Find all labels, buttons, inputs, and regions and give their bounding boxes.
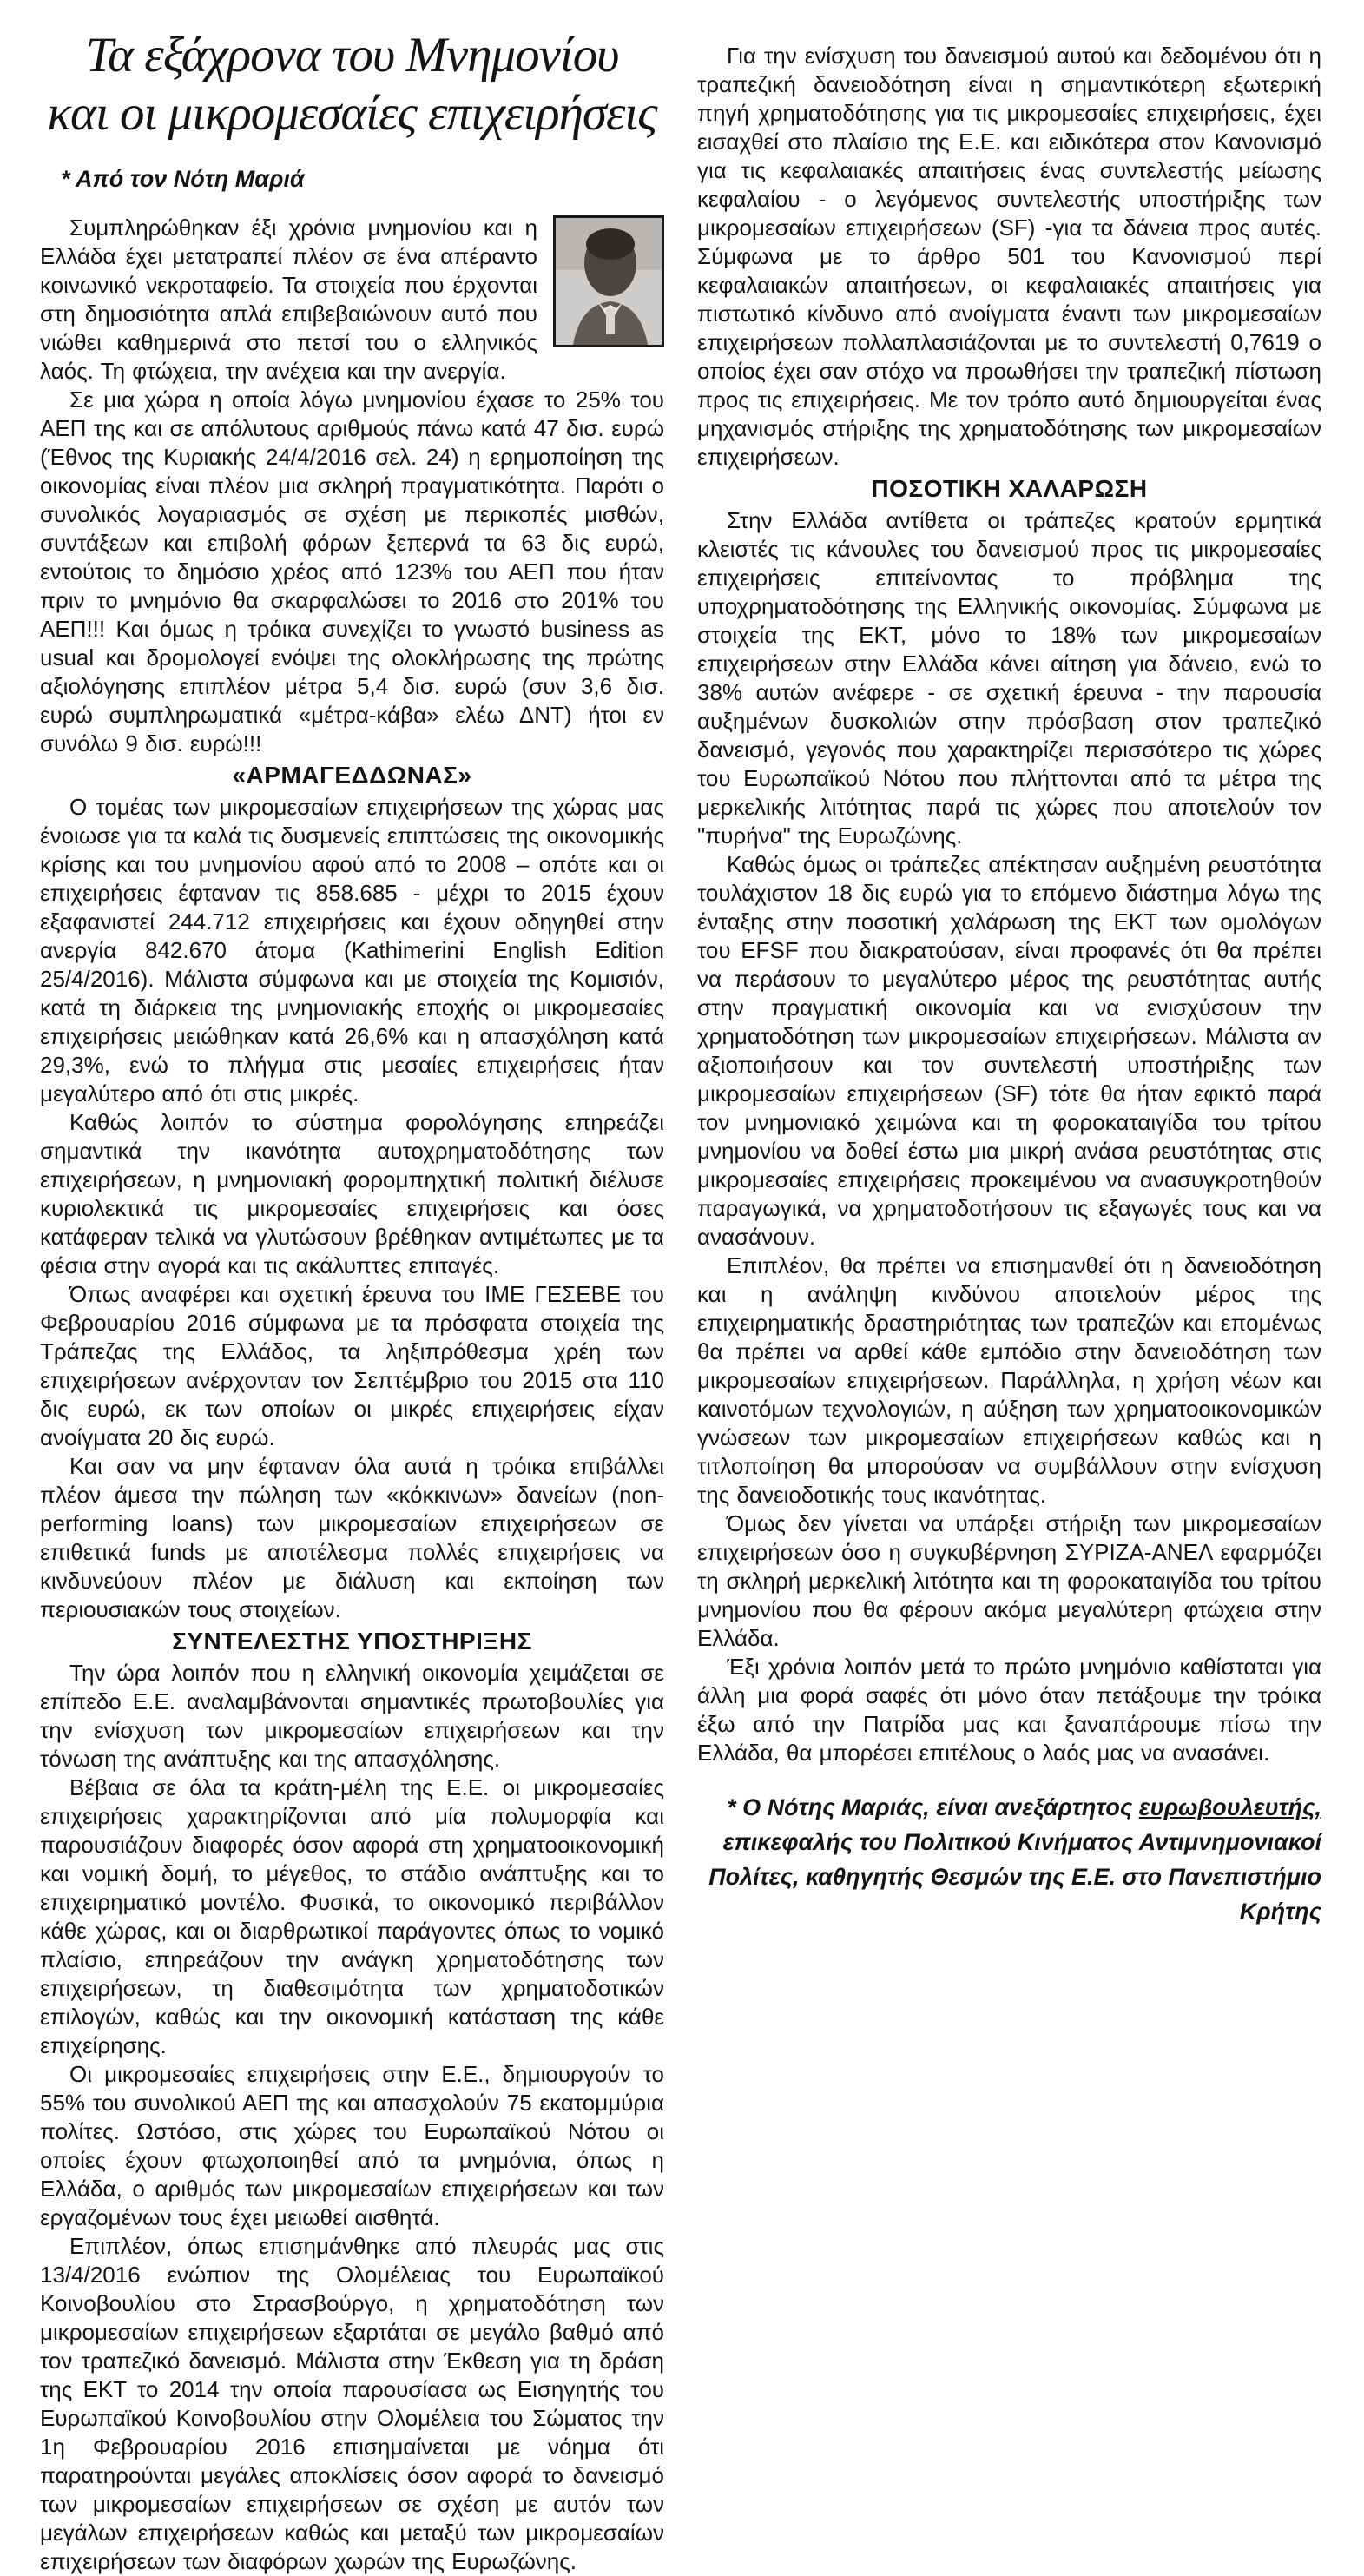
paragraph: Καθώς λοιπόν το σύστημα φορολόγησης επηρεάζει σημαντικά την ικανότητα αυτοχρηματοδότησης των επιχειρήσεων, η μνημονιακή φορομπηχτική πολιτική διέλυσε κυριολεκτικά τις μικρομεσαίες επιχειρήσεις και όσες κατάφεραν τελικά να γλυτώσουν βρέθηκαν αντιμέτωπες με τα φέσια στην αγορά και τις ακάλυπτες επιταγές. (40, 1108, 664, 1278)
left-column-body (40, 214, 664, 2576)
paragraph: Συμπληρώθηκαν έξι χρόνια μνημονίου και η Ελλάδα έχει μετατραπεί πλέον σε ένα απέραντο κοινωνικό νεκροταφείο. Τα στοιχεία που έρχονται στη δημοσιότητα απλά επιβεβαιώνουν αυτό που νιώθει καθημερινά στο πετσί του ο ελληνικός λαός. Τη φτώχεια, την ανέχεια και την ανεργία. (40, 214, 537, 384)
signature-line-1-underlined: ευρωβουλευτής, (1138, 1794, 1321, 1820)
paragraph: Έξι χρόνια λοιπόν μετά το πρώτο μνημόνιο καθίσταται για άλλη μια φορά σαφές ότι μόνο όταν πετάξουμε την τρόικα έξω από την Πατρίδα μας και ξαναπάρουμε πίσω την Ελλάδα, θα μπορέσει επιτέλους ο λαός μας να ανασάνει. (697, 1654, 1321, 1766)
paragraph: Στην Ελλάδα αντίθετα οι τράπεζες κρατούν ερμητικά κλειστές τις κάνουλες του δανεισμού προς τις μικρομεσαίες επιχειρήσεις επιτείνοντας το πρόβλημα της υποχρηματοδότησης της Ελληνικής οικονομίας. Σύμφωνα με στοιχεία της ΕΚΤ, μόνο το 18% των μικρομεσαίων επιχειρήσεων στην Ελλάδα κάνει αίτηση για δάνειο, ενώ το 38% αυτών ανέφερε - σε σχετική έρευνα - την παρουσία αυξημένων δυσκολιών στην πρόσβαση στον τραπεζικό δανεισμό, γεγονός που χαρακτηρίζει περισσότερο τις χώρες του Ευρωπαϊκού Νότου που πλήττονται από τα μέτρα της μερκελικής λιτότητας παρά τις χώρες που αποτελούν τον "πυρήνα" της Ευρωζώνης. (697, 507, 1321, 849)
left-column (40, 23, 664, 2576)
signature-line-1 (697, 1790, 1321, 1825)
paragraph: Βέβαια σε όλα τα κράτη-μέλη της Ε.Ε. οι μικρομεσαίες επιχειρήσεις χαρακτηρίζονται από μία πολυμορφία και παρουσιάζουν διαφορές όσον αφορά στη χρηματοοικονομική και νομική δομή, το μέγεθος, το στάδιο ανάπτυξης και το επιχειρηματικό μοντέλο. Φυσικά, το οικονομικό περιβάλλον κάθε χώρας, και οι διαρθρωτικοί παράγοντες όπως το νομικό πλαίσιο, επηρεάζουν την ανάγκη χρηματοδότησης των επιχειρήσεων, τη διαθεσιμότητα των χρηματοδοτικών επιλογών, καθώς και την οικονομική κατάσταση της κάθε επιχείρησης. (40, 1773, 664, 2058)
paragraph: Οι μικρομεσαίες επιχειρήσεις στην Ε.Ε., δημιουργούν το 55% του συνολικού ΑΕΠ της και απασχολούν 75 εκατομμύρια πολίτες. Ωστόσο, στις χώρες του Ευρωπαϊκού Νότου οι οποίες έχουν φτωχοποιηθεί από τα μνημόνια, όπως η Ελλάδα, ο αριθμός των μικρομεσαίων επιχειρήσεων και των εργαζομένων τους έχει μειωθεί αισθητά. (40, 2060, 664, 2230)
paragraph: Για την ενίσχυση του δανεισμού αυτού και δεδομένου ότι η τραπεζική δανειοδότηση είναι η σημαντικότερη εξωτερική πηγή χρηματοδότησης για τις μικρομεσαίες επιχειρήσεις, έχει εισαχθεί στο πλαίσιο της Ε.Ε. και ειδικότερα στον Κανονισμό για τις κεφαλαιακές απαιτήσεις ένας συντελεστής μείωσης κεφαλαίου - ο λεγόμενος συντελεστής υποστήριξης των μικρομεσαίων επιχειρήσεων (SF) -για τα δάνεια προς αυτές. Σύμφωνα με το άρθρο 501 του Κανονισμού περί κεφαλαιακών απαιτήσεων, οι κεφαλαιακές απαιτήσεις για πιστωτικό κίνδυνο από ανοίγματα έναντι των μικρομεσαίων επιχειρήσεων πολλαπλασιάζονται με το συντελεστή 0,7619 ο οποίος έχει σαν στόχο να προωθήσει την τραπεζική πίστωση προς τις επιχειρήσεις. Με τον τρόπο αυτό δημιουργείται ένας μηχανισμός στήριξης της χρηματοδότησης των μικρομεσαίων επιχειρήσεων. (697, 43, 1321, 470)
article-title-line1: Τα εξάχρονα του Μνημονίου (85, 28, 619, 83)
signature-line-1-prefix: * Ο Νότης Μαριάς, είναι ανεξάρτητος (727, 1794, 1139, 1820)
right-column-body (697, 23, 1321, 1929)
subheading-armageddon: «ΑΡΜΑΓΕΔΔΩΝΑΣ» (232, 761, 472, 789)
paragraph: Επιπλέον, όπως επισημάνθηκε από πλευράς μας στις 13/4/2016 ενώπιον της Ολομέλειας του Ευρωπαϊκού Κοινοβουλίου στο Στρασβούργο, η χρηματοδότηση των μικρομεσαίων επιχειρήσεων εξαρτάται σε μεγάλο βαθμό από τον τραπεζικό δανεισμό. Μάλιστα στην Έκθεση για τη δράση της ΕΚΤ το 2014 την οποία παρουσίασα ως Εισηγητής του Ευρωπαϊκού Κοινοβουλίου στην Ολομέλεια του Σώματος την 1η Φεβρουαρίου 2016 επισημαίνεται με νόημα ότι παρατηρούνται μεγάλες αποκλίσεις όσον αφορά το δανεισμό των μικρομεσαίων επιχειρήσεων σε σχέση με αυτόν των μεγάλων επιχειρήσεων καθώς και μεταξύ των μικρομεσαίων επιχειρήσεων των διαφόρων χωρών της Ευρωζώνης. (40, 2232, 664, 2574)
author-signature (697, 1790, 1321, 1929)
paragraph: Καθώς όμως οι τράπεζες απέκτησαν αυξημένη ρευστότητα τουλάχιστον 18 δις ευρώ για το επόμενο διάστημα λόγω της ένταξης στην ποσοτική χαλάρωση της ΕΚΤ των ομολόγων του EFSF που διακρατούσαν, είναι προφανές ότι θα πρέπει να περάσουν το μεγαλύτερο μέρος της ρευστότητας αυτής στην πραγματική οικονομία και να ενισχύσουν την χρηματοδότηση των μικρομεσαίων επιχειρήσεων. Μάλιστα αν αξιοποιήσουν και τον συντελεστή υποστήριξης των μικρομεσαίων επιχειρήσεων (SF) τότε θα ήταν εφικτό παρά τον μνημονιακό χειμώνα και τη φοροκαταιγίδα του τρίτου μνημονίου να δοθεί έστω μια μικρή ανάσα ρευστότητας στις μικρομεσαίες επιχειρήσεις προκειμένου να ανασυγκροτηθούν παραγωγικά, να χρηματοδοτήσουν τις εξαγωγές τους και να ανασάνουν. (697, 851, 1321, 1250)
signature-line-2: επικεφαλής του Πολιτικού Κινήματος Αντιμνημονιακοί (722, 1829, 1321, 1855)
article-title (40, 26, 664, 143)
paragraph: Και σαν να μην έφταναν όλα αυτά η τρόικα επιβάλλει πλέον άμεσα την πώληση των «κόκκινων» δανείων (non-performing loans) των μικρομεσαίων επιχειρήσεων σε επιθετικά funds με αποτέλεσμα πολλές επιχειρήσεις να κινδυνεύουν πλέον με διάλυση και εκποίηση των περιουσιακών τους στοιχείων. (40, 1452, 664, 1622)
subheading-quantitative-easing: ΠΟΣΟΤΙΚΗ ΧΑΛΑΡΩΣΗ (871, 475, 1148, 502)
paragraph: Σε μια χώρα η οποία λόγω μνημονίου έχασε το 25% του ΑΕΠ της και σε απόλυτους αριθμούς πάνω κατά 47 δισ. ευρώ (Έθνος της Κυριακής 24/4/2016 σελ. 24) η ερημοποίηση της οικονομίας είναι πλέον μια σκληρή πραγματικότητα. Παρότι ο συνολικός λογαριασμός σε σχέση με περικοπές μισθών, συντάξεων και επιβολή φόρων ξεπερνά τα 63 δις ευρώ, εντούτοις το δημόσιο χρέος από 123% του ΑΕΠ που ήταν πριν το μνημόνιο θα σκαρφαλώσει το 2016 στο 201% του ΑΕΠ!!! Και όμως η τρόικα συνεχίζει το γνωστό business as usual και δρομολογεί ενόψει της ολοκλήρωσης της πρώτης αξιολόγησης επιπλέον μέτρα 5,4 δισ. ευρώ (συν 3,6 δισ. ευρώ συμπληρωματικά «μέτρα-κάβα» ελέω ΔΝΤ) ήτοι εν συνόλω 9 δισ. ευρώ!!! (40, 386, 664, 756)
right-column (697, 23, 1321, 1929)
author-photo-graphic (556, 218, 662, 345)
article-title-line2: και οι μικρομεσαίες επιχειρήσεις (47, 86, 657, 142)
paragraph: Επιπλέον, θα πρέπει να επισημανθεί ότι η δανειοδότηση και η ανάληψη κινδύνου αποτελούν μέρος της επιχειρηματικής δραστηριότητας των τραπεζών και επομένως θα πρέπει να αρθεί κάθε εμπόδιο στην δανειοδότηση των μικρομεσαίων επιχειρήσεων. Παράλληλα, η χρήση νέων και καινοτόμων τεχνολογιών, η αύξηση των χρηματοοικονομικών γνώσεων των μικρομεσαίων επιχειρήσεων καθώς και η τιτλοποίηση θα μπορούσαν να συμβάλλουν στην ενίσχυση της δανειοδοτικής τους ικανότητας. (697, 1252, 1321, 1508)
paragraph: Όπως αναφέρει και σχετική έρευνα του ΙΜΕ ΓΕΣΕΒΕ του Φεβρουαρίου 2016 σύμφωνα με τα πρόσφατα στοιχεία της Τράπεζας της Ελλάδος, τα ληξιπρόθεσμα χρέη των επιχειρήσεων ανέρχονταν τον Σεπτέμβριο του 2015 στα 110 δις ευρώ, εκ των οποίων οι μικρές επιχειρήσεις είχαν ανοίγματα 20 δις ευρώ. (40, 1280, 664, 1450)
subheading-support-factor: ΣΥΝΤΕΛΕΣΤΗΣ ΥΠΟΣΤΗΡΙΞΗΣ (172, 1627, 532, 1655)
author-photo (553, 215, 664, 347)
article-columns (40, 23, 1321, 2576)
paragraph: Ο τομέας των μικρομεσαίων επιχειρήσεων της χώρας μας ένοιωσε για τα καλά τις δυσμενείς επιπτώσεις της οικονομικής κρίσης και του μνημονίου αφού από το 2008 – οπότε και οι επιχειρήσεις έφταναν τις 858.685 - μέχρι το 2015 έχουν εξαφανιστεί 244.712 επιχειρήσεις και έχουν οδηγηθεί στην ανεργία 842.670 άτομα (Kathimerini English Edition 25/4/2016). Μάλιστα σύμφωνα και με στοιχεία της Κομισιόν, κατά τη διάρκεια της μνημονιακής εποχής οι μικρομεσαίες επιχειρήσεις μειώθηκαν κατά 26,6% και η απασχόληση κατά 29,3%, ενώ το πλήγμα στις μεσαίες επιχειρήσεις ήταν μεγαλύτερο από ότι στις μικρές. (40, 793, 664, 1106)
signature-line-3: Πολίτες, καθηγητής Θεσμών της Ε.Ε. στο Πανεπιστήμιο Κρήτης (708, 1864, 1321, 1925)
paragraph: Όμως δεν γίνεται να υπάρξει στήριξη των μικρομεσαίων επιχειρήσεων όσο η συγκυβέρνηση ΣΥΡΙΖΑ-ΑΝΕΛ εφαρμόζει τη σκληρή μερκελική λιτότητα και τη φοροκαταιγίδα του τρίτου μνημονίου που θα φέρουν ακόμα μεγαλύτερη φτώχεια στην Ελλάδα. (697, 1510, 1321, 1651)
byline: * Από τον Νότη Μαριά (61, 165, 305, 192)
paragraph: Την ώρα λοιπόν που η ελληνική οικονομία χειμάζεται σε επίπεδο Ε.Ε. αναλαμβάνονται σημαντικές πρωτοβουλίες για την ενίσχυση των μικρομεσαίων επιχειρήσεων και την τόνωση της ανάπτυξης και της απασχόλησης. (40, 1659, 664, 1772)
